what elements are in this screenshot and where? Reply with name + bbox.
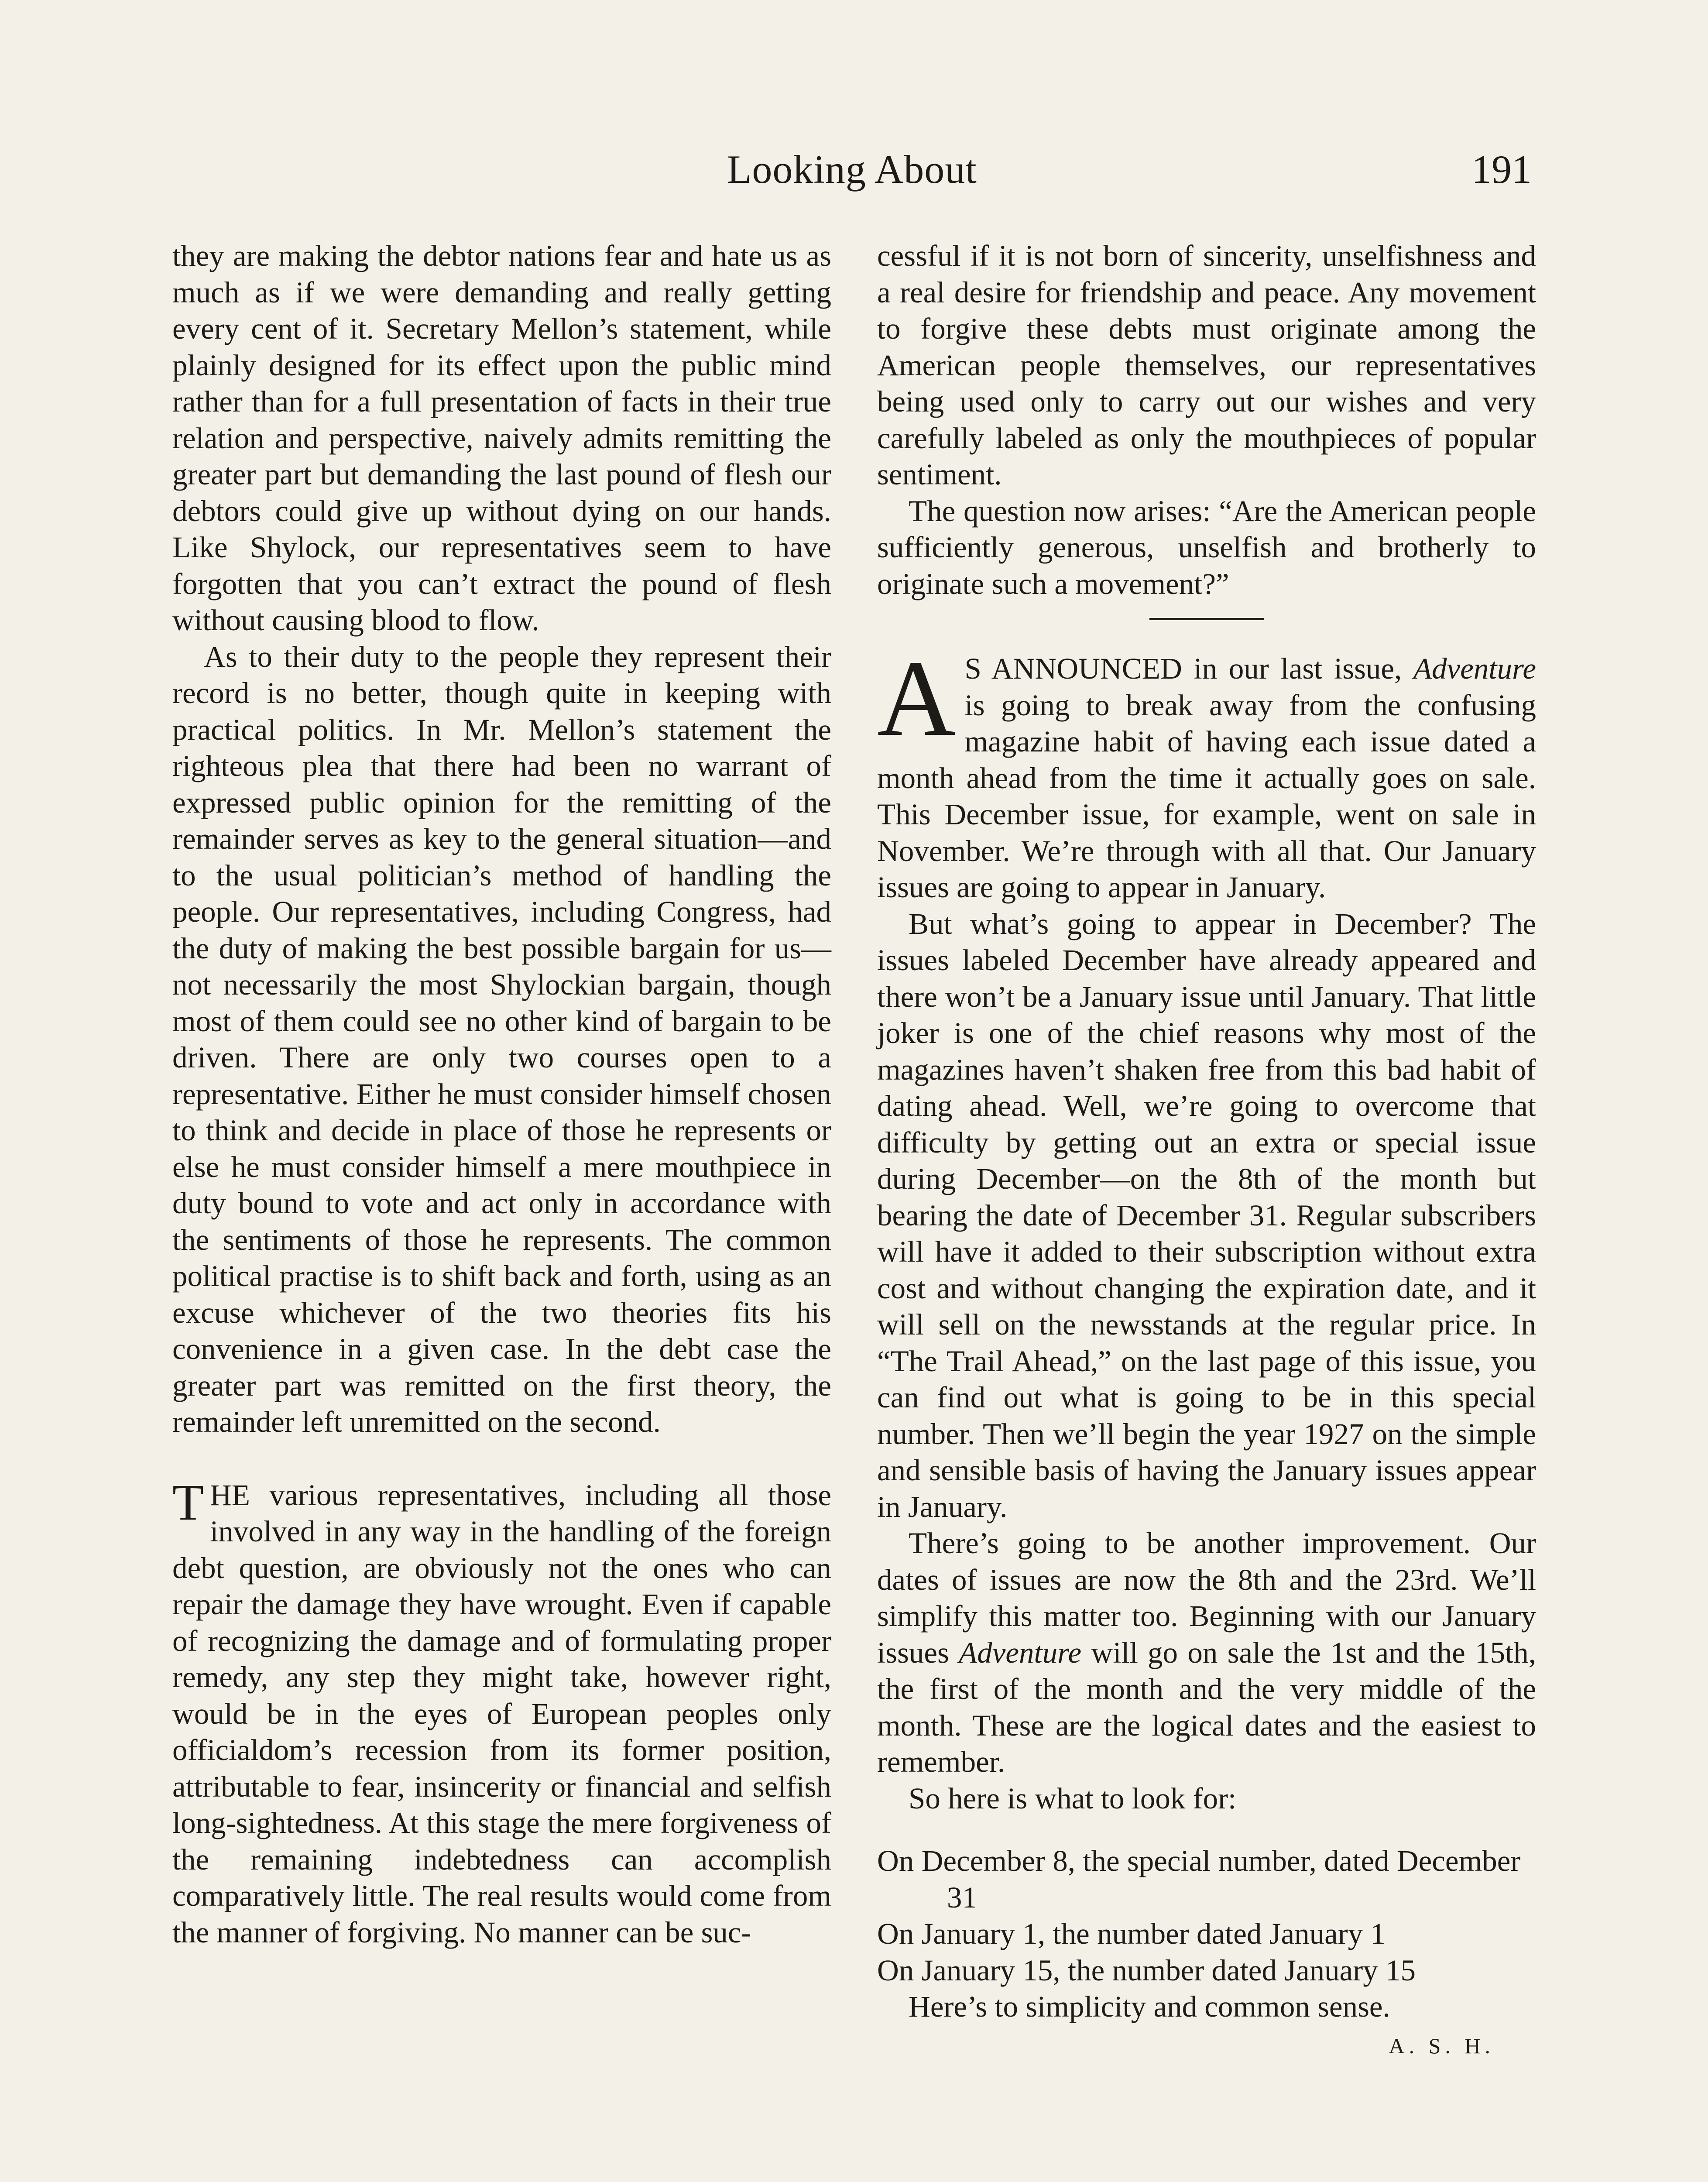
schedule-item: On January 15, the number dated January 15 <box>877 1953 1416 1987</box>
paragraph: So here is what to look for: <box>909 1781 1237 1815</box>
lead-in: S ANNOUNCED in our last issue, <box>964 652 1402 685</box>
author-signature: A. S. H. <box>1389 2033 1495 2058</box>
paragraph-dropcap <box>877 638 1537 906</box>
paragraph <box>877 1525 1536 1781</box>
paragraph: But what’s going to appear in December? The issues labeled December have already appeared and there won’t be a January issue until January. That little joker is one of the chief reasons why most of the magazines haven’t shaken free from this bad habit of dating ahead. Well, we’re going to overcome that difficulty by getting out an extra or special issue during December—on the 8th of the month but bearing the date of December 31. Regular subscribers will have it added to their subscription without extra cost and without changing the expiration date, and it will sell on the newsstands at the regular price. In “The Trail Ahead,” on the last page of this issue, you can find out what is going to be in this special number. Then we’ll begin the year 1927 on the simple and sensible basis of having the January issues appear in January. <box>877 907 1536 1523</box>
paragraph-text: is going to break away from the confusing magazine habit of having each issue dated a month ahead from the time it actually goes on sale. This December issue, for example, went on sale in November. We’re through with all that. Our January issues are going to appear in January. <box>877 688 1536 904</box>
page-header <box>172 146 1532 199</box>
paragraph: As to their duty to the people they represent their record is no better, though quite in keeping with practical politics. In Mr. Mellon’s statement the righteous plea that there had been no warrant of expressed public opinion for the remitting of the remainder serves as key to the general situation—and to the usual politician’s method of handling the people. Our representatives, including Congress, had the duty of making the best possible bargain for us—not necessarily the most Shylockian bargain, though most of them could see no other kind of bargain to be driven. There are only two courses open to a representative. Either he must consider himself chosen to think and decide in place of those he represents or else he must consider himself a mere mouthpiece in duty bound to vote and act only in accordance with the sentiments of those he represents. The common political practise is to shift back and forth, using as an excuse whichever of the two theories fits his convenience in a given case. In the debt case the greater part was remitted on the first theory, the remainder left unremitted on the second. <box>172 640 831 1438</box>
drop-cap: A <box>877 638 956 759</box>
paragraph: they are making the debtor nations fear and hate us as much as if we were demanding and really getting every cent of it. Secretary Mellon’s statement, while plainly designed for its effect upon the public mind rather than for a full presentation of facts in their true relation and perspective, naively admits remitting the greater part but demanding the last pound of flesh our debtors could give up without dying on our hands. Like Shylock, our representatives seem to have forgotten that you can’t extract the pound of flesh without causing blood to flow. <box>172 239 831 637</box>
paragraph-text: will go on sale the 1st and the 15th, the first of the month and the very middle of the month. These are the logical dates and the easiest to remember. <box>877 1636 1536 1778</box>
paragraph: cessful if it is not born of sincerity, unselfishness and a real desire for friendship and peace. Any movement to forgive these debts must originate among the American people themselves, our representatives being used only to carry out our wishes and very carefully labeled as only the mouthpieces of popular sentiment. <box>877 239 1536 491</box>
paragraph-text: various representatives, including all those involved in any way in the handling of the foreign debt question, are obviously not the ones who can repair the damage they have wrought. Even if capable of recognizing the damage and of formulating proper remedy, any step they might take, however right, would be in the eyes of European peoples only officialdom’s recession from its former position, attributable to fear, insincerity or financial and selfish long-sightedness. At this stage the mere forgiveness of the remaining indebtedness can accomplish comparatively little. The real results would come from the manner of forgiving. No manner can be suc- <box>172 1478 831 1949</box>
paragraph: The question now arises: “Are the American people sufficiently generous, unselfish and brotherly to originate such a movement?” <box>877 494 1536 600</box>
paragraph-dropcap <box>172 1473 831 1951</box>
right-column <box>877 238 1536 2064</box>
schedule-item: On January 1, the number dated January 1 <box>877 1917 1386 1950</box>
closing-line: Here’s to simplicity and common sense. <box>909 1990 1390 2023</box>
page-number: 191 <box>1471 147 1532 192</box>
lead-in: HE <box>210 1478 250 1512</box>
issue-schedule <box>877 1843 1536 1989</box>
section-divider <box>1149 618 1264 620</box>
running-title: Looking About <box>727 147 977 192</box>
schedule-item: On December 8, the special number, dated December 31 <box>877 1844 1521 1914</box>
paragraph-text: There’s going to be another improvement. Our dates of issues are now the 8th and the 23rd. We’ll simplify this matter too. Beginning with our January issues <box>877 1527 1536 1669</box>
magazine-name: Adventure <box>959 1636 1082 1669</box>
left-column <box>172 238 831 1951</box>
section-gap <box>172 1441 831 1477</box>
drop-cap: T <box>172 1473 204 1531</box>
magazine-name: Adventure <box>1413 652 1537 685</box>
